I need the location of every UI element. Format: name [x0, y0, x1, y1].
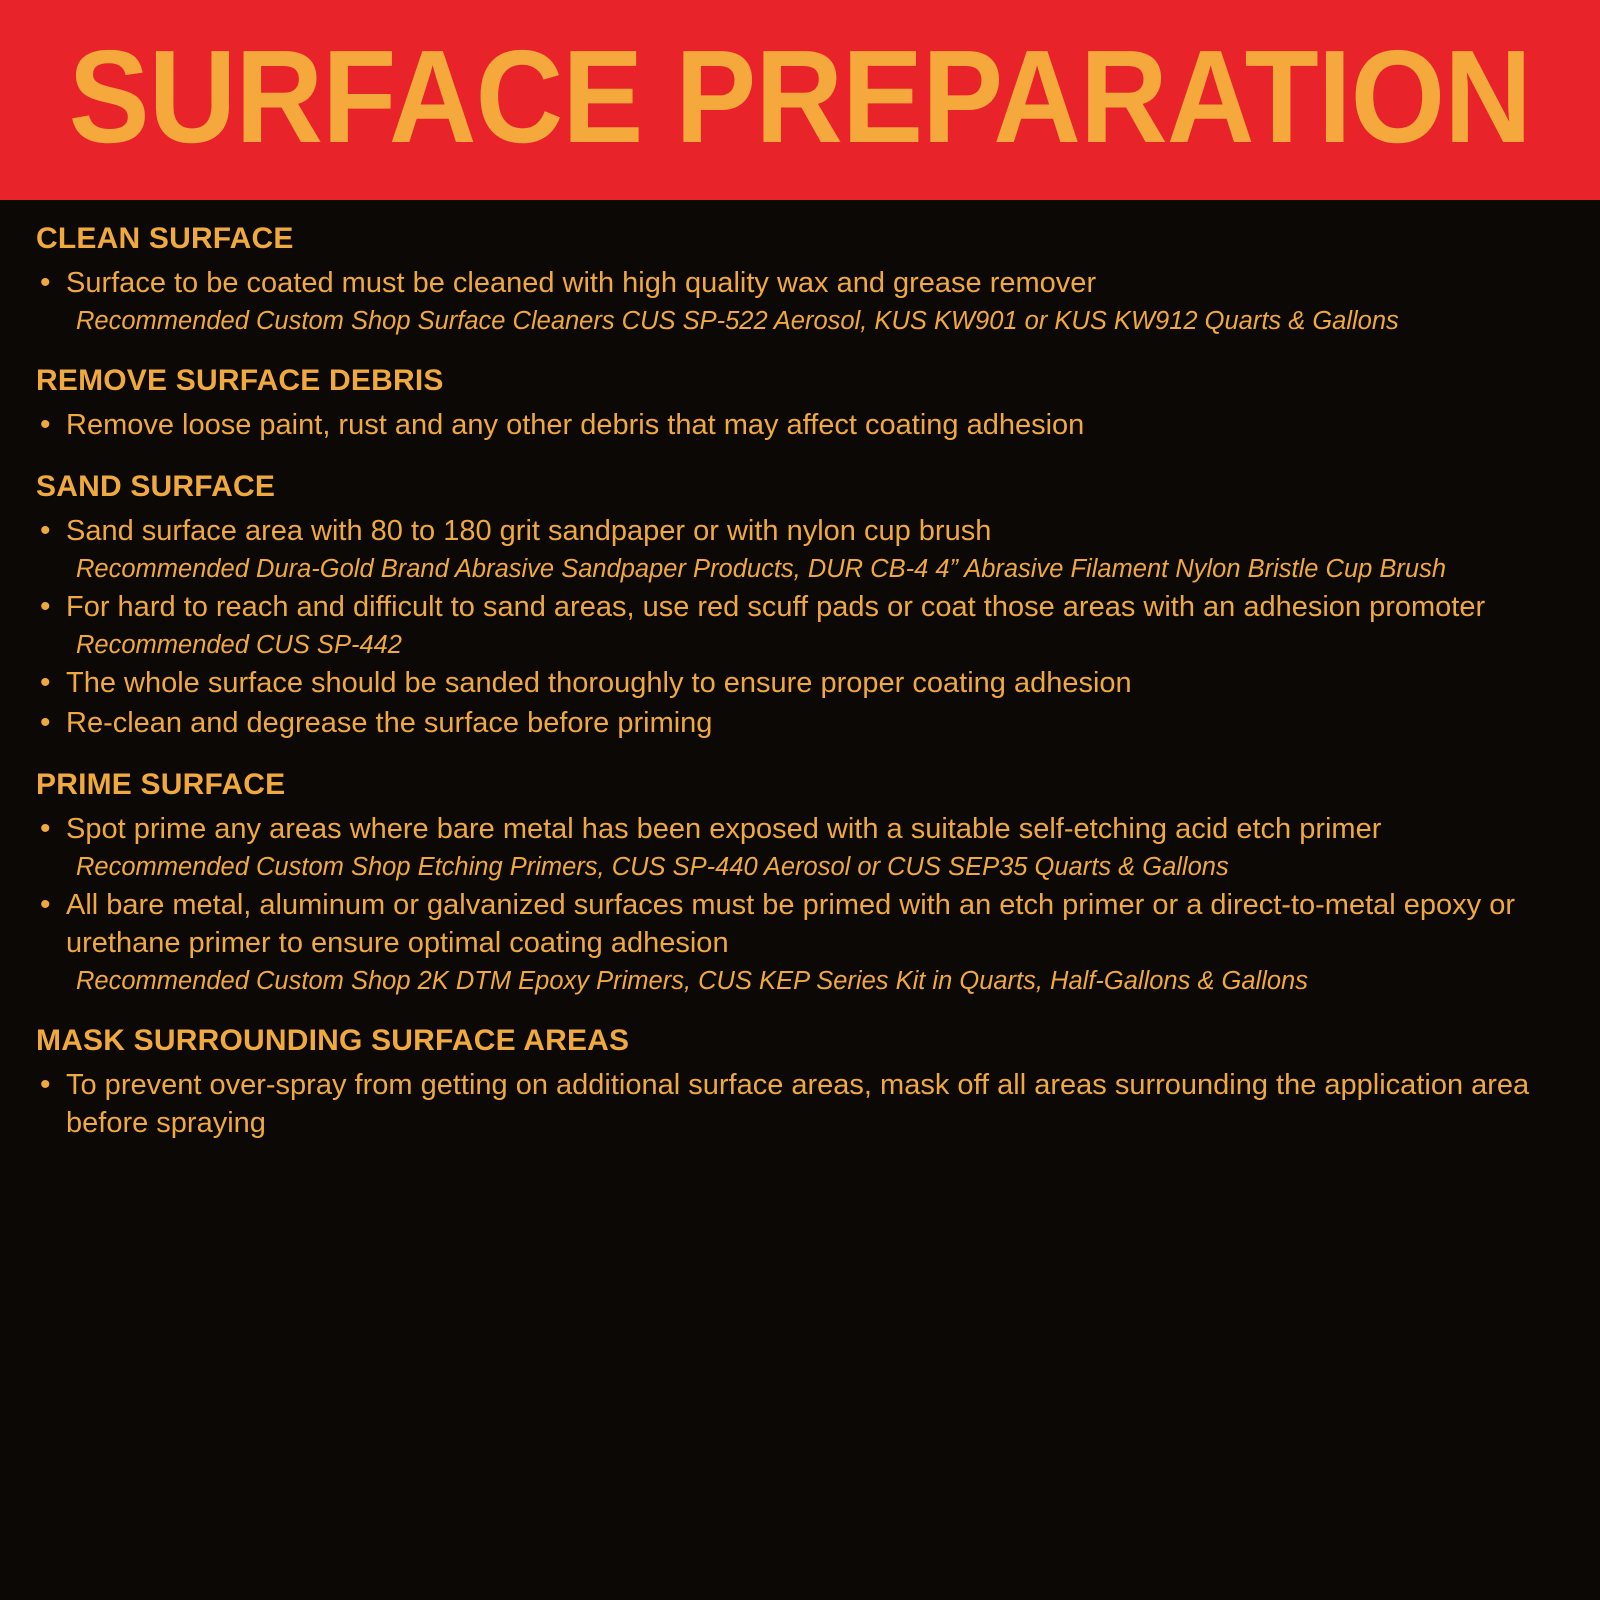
- recommendation-note: Recommended Custom Shop Etching Primers, CUS SP-440 Aerosol or CUS SEP35 Quarts & Gallons: [76, 853, 1229, 881]
- list-item-text: Sand surface area with 80 to 180 grit sandpaper or with nylon cup brush: [66, 515, 992, 547]
- page-title: SURFACE PREPARATION: [68, 23, 1532, 170]
- list-item-text: To prevent over-spray from getting on additional surface areas, mask off all areas surrounding the application area before spraying: [66, 1069, 1530, 1139]
- list-item: [36, 406, 1560, 444]
- page-banner: [0, 0, 1600, 200]
- list-item: [36, 810, 1560, 848]
- section-prime-surface: [36, 768, 1560, 998]
- list-item: [36, 512, 1560, 550]
- document-body: [0, 200, 1600, 1142]
- bullet-icon: •: [40, 888, 51, 921]
- section-clean-surface: [36, 222, 1560, 338]
- list-item: [36, 588, 1560, 626]
- list-item-text: All bare metal, aluminum or galvanized surfaces must be primed with an etch primer or a direct-to-metal epoxy or urethane primer to ensure optimal coating adhesion: [66, 889, 1515, 959]
- bullet-icon: •: [40, 590, 51, 623]
- bullet-icon: •: [40, 408, 51, 441]
- section-remove-surface-debris: [36, 364, 1560, 444]
- bullet-icon: •: [40, 666, 51, 699]
- list-item-text: The whole surface should be sanded thoroughly to ensure proper coating adhesion: [66, 667, 1132, 699]
- list-item: [36, 704, 1560, 742]
- list-item-text: For hard to reach and difficult to sand areas, use red scuff pads or coat those areas with an adhesion promoter: [66, 591, 1486, 623]
- list-item-text: Remove loose paint, rust and any other debris that may affect coating adhesion: [66, 409, 1085, 441]
- list-item-text: Surface to be coated must be cleaned with high quality wax and grease remover: [66, 267, 1097, 299]
- section-mask-surrounding-surface-areas: [36, 1024, 1560, 1142]
- list-item: [36, 1066, 1560, 1142]
- bullet-icon: •: [40, 266, 51, 299]
- recommendation-note: Recommended Custom Shop 2K DTM Epoxy Primers, CUS KEP Series Kit in Quarts, Half-Gallons & Gallons: [76, 967, 1308, 995]
- recommendation-note: Recommended CUS SP-442: [76, 631, 402, 659]
- list-item-text: Re-clean and degrease the surface before priming: [66, 707, 713, 739]
- list-item: [36, 664, 1560, 702]
- bullet-icon: •: [40, 706, 51, 739]
- bullet-icon: •: [40, 1068, 51, 1101]
- section-heading: CLEAN SURFACE: [36, 222, 294, 255]
- section-heading: REMOVE SURFACE DEBRIS: [36, 364, 444, 397]
- recommendation-note: Recommended Dura-Gold Brand Abrasive Sandpaper Products, DUR CB-4 4” Abrasive Filament Nylon Bristle Cup Brush: [76, 555, 1447, 583]
- list-item: [36, 264, 1560, 302]
- section-heading: PRIME SURFACE: [36, 768, 286, 801]
- bullet-icon: •: [40, 812, 51, 845]
- list-item: [36, 886, 1560, 962]
- recommendation-note: Recommended Custom Shop Surface Cleaners CUS SP-522 Aerosol, KUS KW901 or KUS KW912 Quarts & Gallons: [76, 307, 1399, 335]
- section-heading: SAND SURFACE: [36, 470, 276, 503]
- list-item-text: Spot prime any areas where bare metal has been exposed with a suitable self-etching acid etch primer: [66, 813, 1382, 845]
- section-heading: MASK SURROUNDING SURFACE AREAS: [36, 1024, 630, 1057]
- bullet-icon: •: [40, 514, 51, 547]
- section-sand-surface: [36, 470, 1560, 742]
